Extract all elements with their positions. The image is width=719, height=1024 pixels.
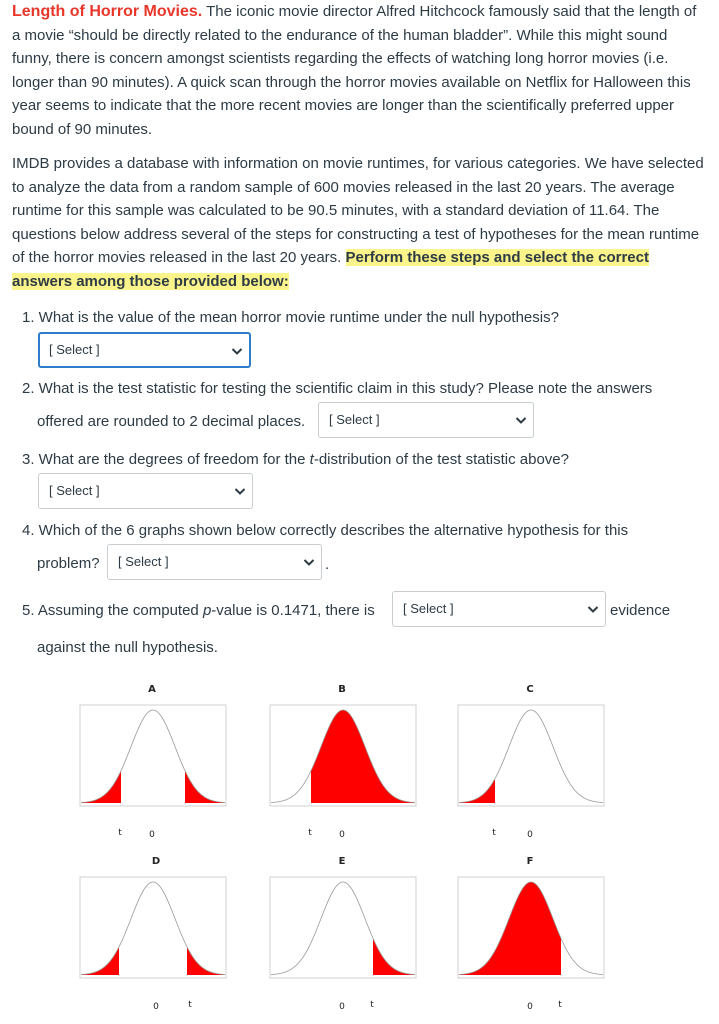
- q1-select-value: [ Select ]: [49, 342, 100, 357]
- q4-select-value: [ Select ]: [118, 554, 169, 569]
- q2-select-value: [ Select ]: [329, 412, 380, 427]
- tick-zero: 0: [339, 830, 345, 840]
- chevron-down-icon: [231, 345, 243, 357]
- graph-label: F: [526, 856, 534, 867]
- q2-select[interactable]: [318, 402, 534, 438]
- q5-select[interactable]: [392, 591, 606, 627]
- question-2: 2. What is the test statistic for testing the scientific claim in this study? Please note the answers: [22, 380, 653, 397]
- tick-zero: 0: [153, 1002, 159, 1012]
- tick-t: t: [308, 828, 312, 838]
- question-3: 3. What are the degrees of freedom for the t-distribution of the test statistic above?: [22, 451, 569, 468]
- q3-select-value: [ Select ]: [49, 483, 100, 498]
- tick-t: t: [370, 1000, 374, 1010]
- graph-label: D: [151, 856, 161, 867]
- chevron-down-icon: [515, 414, 527, 426]
- q3-select[interactable]: [38, 473, 253, 509]
- q4-select[interactable]: [107, 544, 322, 580]
- tick-zero: 0: [527, 1002, 533, 1012]
- question-1: 1. What is the value of the mean horror movie runtime under the null hypothesis?: [22, 309, 559, 326]
- graph-label: A: [148, 684, 156, 695]
- graph-frame: [80, 877, 226, 978]
- graph-d: [78, 850, 228, 1015]
- tick-zero: 0: [527, 830, 533, 840]
- question-2-cont: offered are rounded to 2 decimal places.: [37, 413, 306, 430]
- chevron-down-icon: [234, 485, 246, 497]
- graph-frame: [458, 705, 604, 806]
- graph-label: B: [338, 684, 346, 695]
- tick-t: t: [188, 1000, 192, 1010]
- graph-a: [78, 678, 228, 843]
- tick-t: t: [492, 828, 496, 838]
- problem-title: Length of Horror Movies.: [12, 3, 203, 20]
- intro-text: The iconic movie director Alfred Hitchcock famously said that the length of a movie “should be directly related to the endurance of the human bladder”. While this might sound funny, there is concern amongst scientists regarding the effects of watching long horror movies (i.e. longer than 90 minutes). A quick scan through the horror movies available on Netflix for Halloween this year seems to indicate that the more recent movies are longer than the scientifically preferred upper bound of 90 minutes.: [12, 3, 697, 138]
- chevron-down-icon: [303, 556, 315, 568]
- question-5: 5. Assuming the computed p-value is 0.1471, there is: [22, 602, 375, 619]
- chevron-down-icon: [587, 603, 599, 615]
- tick-zero: 0: [149, 830, 155, 840]
- q4-period: .: [325, 556, 330, 573]
- graph-label: E: [338, 856, 346, 867]
- question-4-cont: problem?: [37, 555, 100, 572]
- q1-select[interactable]: [38, 332, 251, 368]
- graph-c: [456, 678, 606, 843]
- graph-label: C: [526, 684, 534, 695]
- tick-t: t: [118, 828, 122, 838]
- graph-frame: [270, 877, 416, 978]
- instruction-highlight: Perform these steps and select the correct answers among those provided below:: [12, 249, 649, 290]
- intro-paragraph: [12, 0, 706, 142]
- question-5-cont: against the null hypothesis.: [37, 639, 218, 656]
- question-5-evidence: evidence: [610, 602, 671, 619]
- graph-b: [268, 678, 418, 843]
- data-paragraph: [12, 152, 706, 294]
- graph-f: [456, 850, 606, 1015]
- q5-select-value: [ Select ]: [403, 601, 454, 616]
- data-text: IMDB provides a database with information on movie runtimes, for various categories. We have selected to analyze the data from a random sample of 600 movies released in the last 20 years. The average runtime for this sample was calculated to be 90.5 minutes, with a standard deviation of 11.64. The questions below address several of the steps for constructing a test of hypotheses for the mean runtime of the horror movies released in the last 20 years.: [12, 155, 704, 267]
- question-4: 4. Which of the 6 graphs shown below correctly describes the alternative hypothesis for this: [22, 522, 629, 539]
- tick-zero: 0: [339, 1002, 345, 1012]
- tick-t: t: [558, 1000, 562, 1010]
- graph-frame: [80, 705, 226, 806]
- graph-e: [268, 850, 418, 1015]
